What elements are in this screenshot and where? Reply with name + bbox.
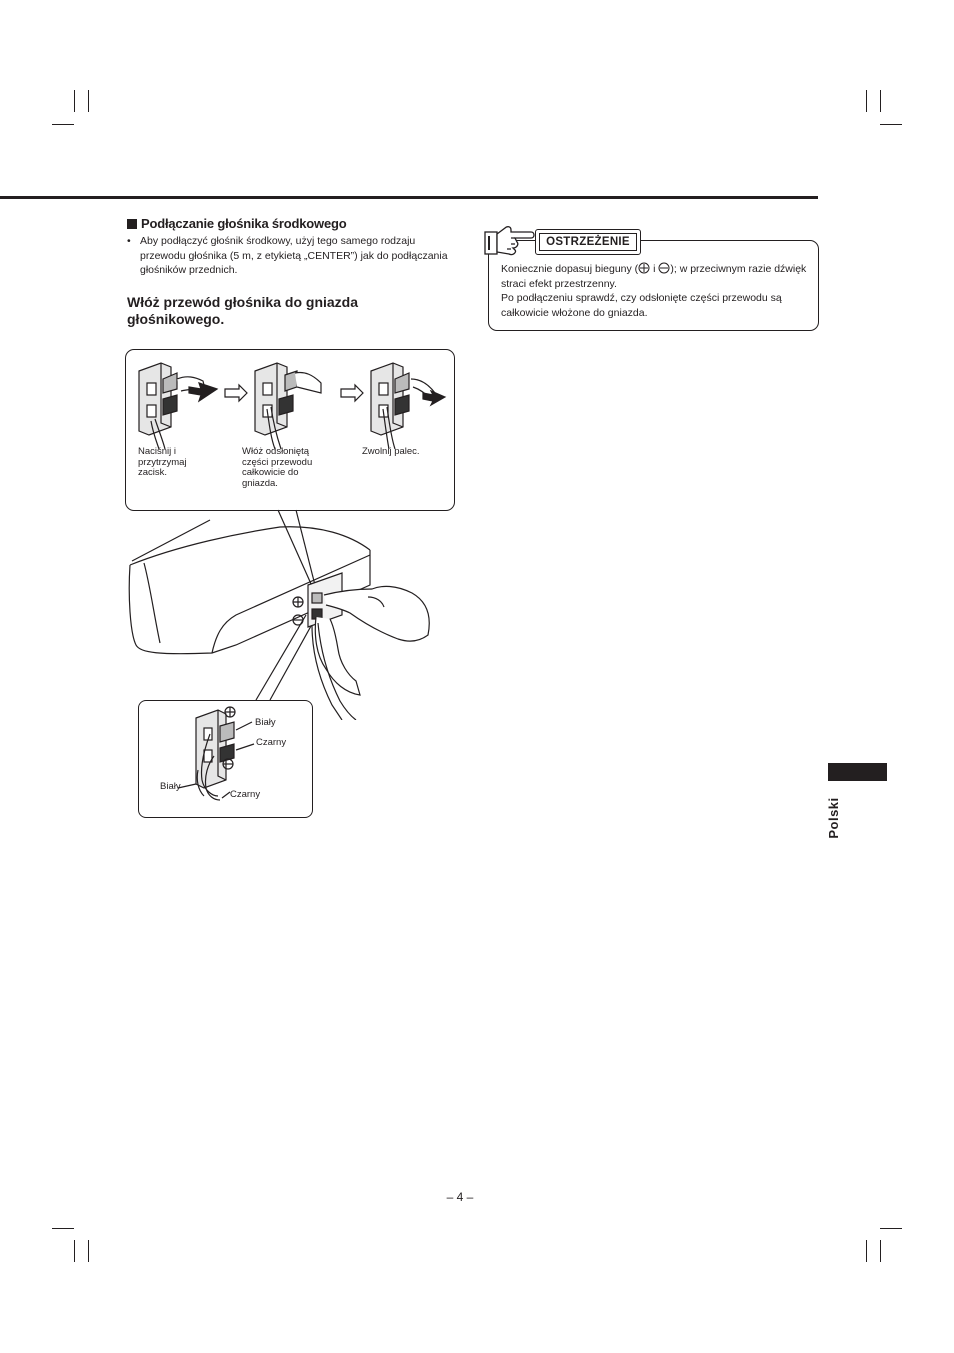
bullet-paragraph <box>127 234 457 278</box>
terminal-step1-icon <box>139 363 205 449</box>
label-white-top: Biały <box>255 717 276 728</box>
label-black-bottom: Czarny <box>230 789 261 800</box>
pointing-hand-icon <box>483 222 535 258</box>
warning-text: Koniecznie dopasuj bieguny ( i ); w przeciwnym razie dźwięk straci efekt przestrzenny. Po podłączeniu sprawdź, czy odsłonięte części przewodu są całkowicie włożone do gniazda. <box>501 263 807 319</box>
minus-circle-icon <box>658 262 670 274</box>
terminal-detail-illustration <box>138 700 313 818</box>
header-rule <box>0 196 818 199</box>
square-bullet-icon <box>127 219 137 229</box>
label-black-right: Czarny <box>256 737 287 748</box>
language-label: Polski <box>826 797 841 839</box>
language-tab-bar <box>828 763 887 781</box>
warning-label: OSTRZEŻENIE <box>535 229 641 255</box>
step1-caption: Naciśnij i przytrzymaj zacisk. <box>138 446 187 478</box>
steps-illustration <box>125 349 455 449</box>
terminal-step3-icon <box>371 363 435 449</box>
center-speaker-illustration <box>120 505 460 720</box>
instruction-heading: Włóż przewód głośnika do gniazda głośnikowego. <box>127 294 359 327</box>
step3-caption: Zwolnij palec. <box>362 446 420 457</box>
terminal-step2-icon <box>255 363 321 449</box>
bullet-text: Aby podłączyć głośnik środkowy, użyj tego samego rodzaju przewodu głośnika (5 m, z etykietą „CENTER”) jak do podłączania głośników przednich. <box>140 235 448 276</box>
section-title: Podłączanie głośnika środkowego <box>127 216 346 231</box>
step2-caption: Włóż odsłoniętą części przewodu całkowicie do gniazda. <box>242 446 313 489</box>
bullet-dot: • <box>127 235 131 247</box>
plus-circle-icon <box>638 262 650 274</box>
page-number: – 4 – <box>446 1190 474 1204</box>
label-white-left: Biały <box>160 781 181 792</box>
